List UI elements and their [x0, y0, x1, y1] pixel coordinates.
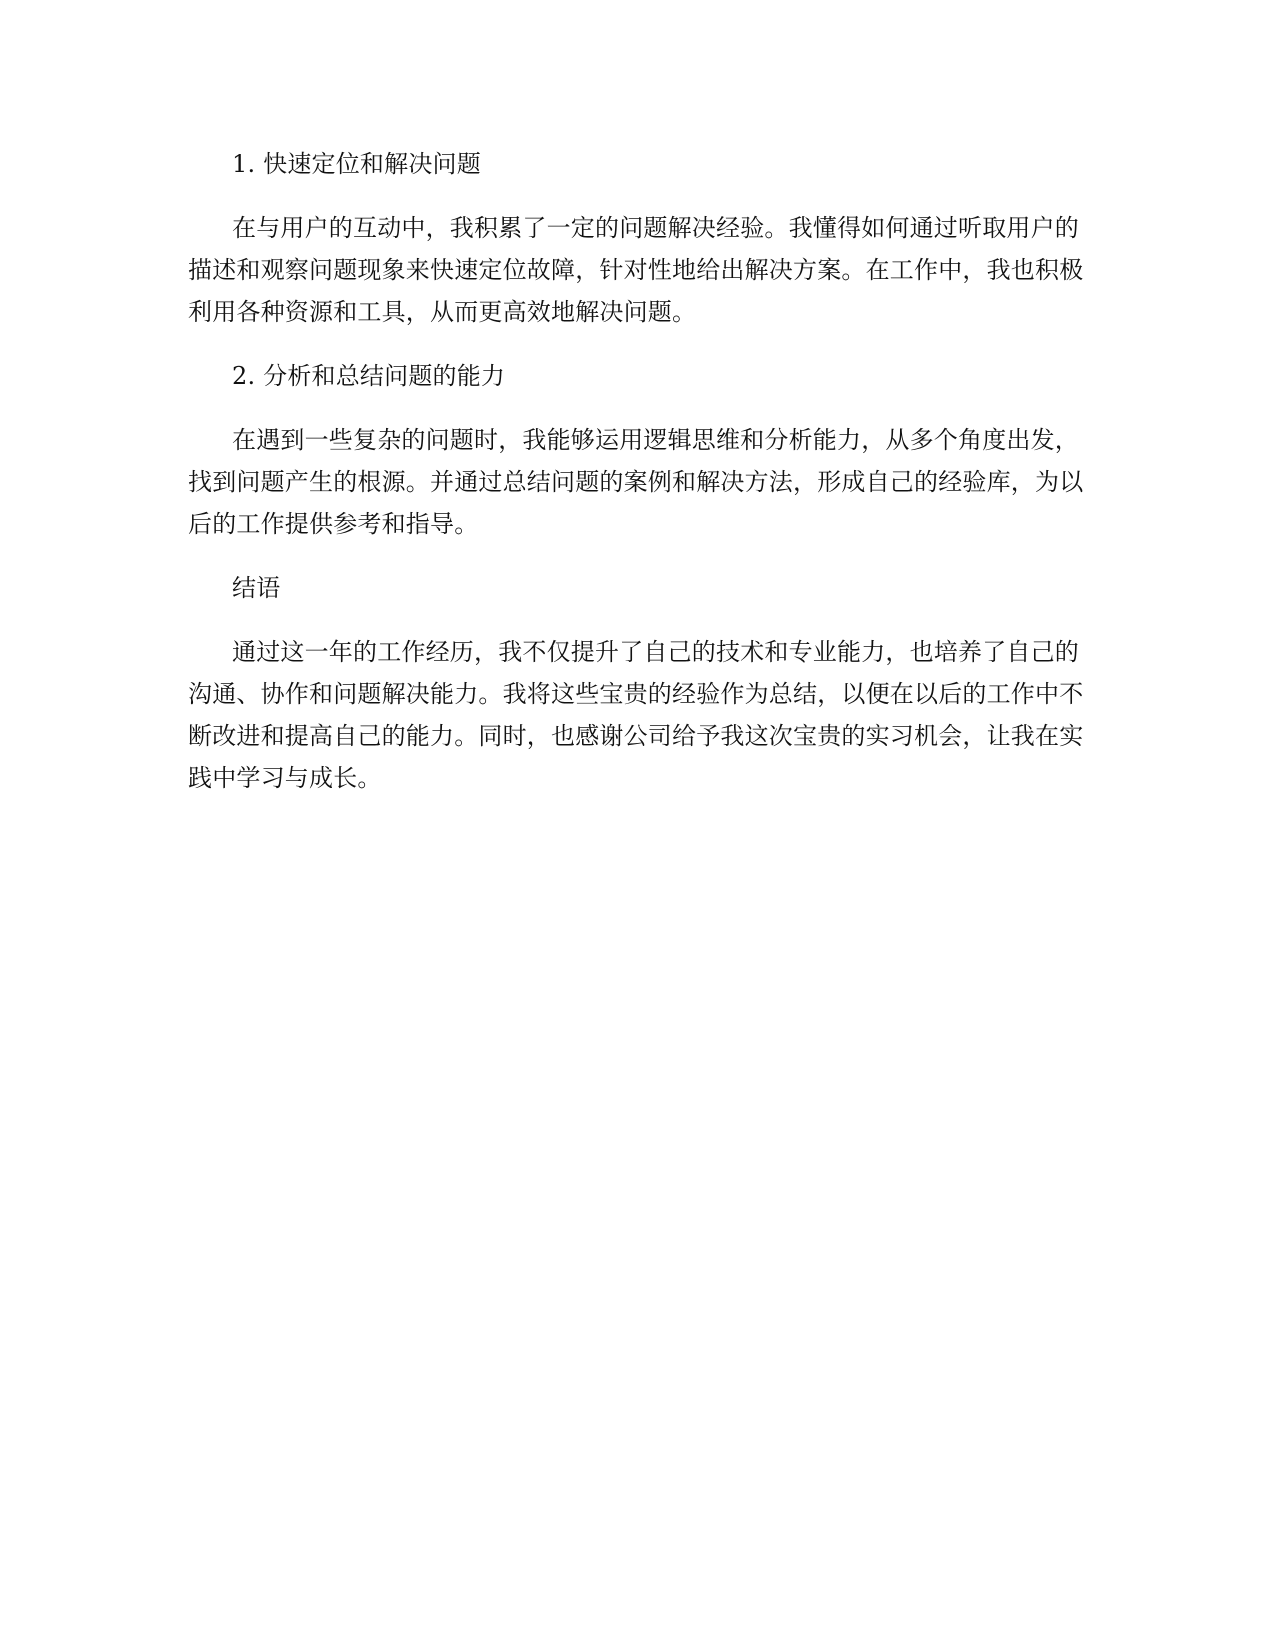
- paragraph-problem-solving: 在与用户的互动中，我积累了一定的问题解决经验。我懂得如何通过听取用户的描述和观察问题现象来快速定位故障，针对性地给出解决方案。在工作中，我也积极利用各种资源和工具，从而更高效地解决问题。: [188, 214, 1084, 326]
- paragraph-analysis: 在遇到一些复杂的问题时，我能够运用逻辑思维和分析能力，从多个角度出发，找到问题产生的根源。并通过总结问题的案例和解决方法，形成自己的经验库，为以后的工作提供参考和指导。: [188, 426, 1084, 538]
- section-heading-2: 2. 分析和总结问题的能力: [232, 362, 506, 390]
- document-body: [188, 143, 1088, 821]
- conclusion-heading: 结语: [232, 574, 281, 602]
- section-heading-1: 1. 快速定位和解决问题: [232, 150, 481, 178]
- paragraph-conclusion: 通过这一年的工作经历，我不仅提升了自己的技术和专业能力，也培养了自己的沟通、协作和问题解决能力。我将这些宝贵的经验作为总结，以便在以后的工作中不断改进和提高自己的能力。同时，也感谢公司给予我这次宝贵的实习机会，让我在实践中学习与成长。: [188, 638, 1084, 792]
